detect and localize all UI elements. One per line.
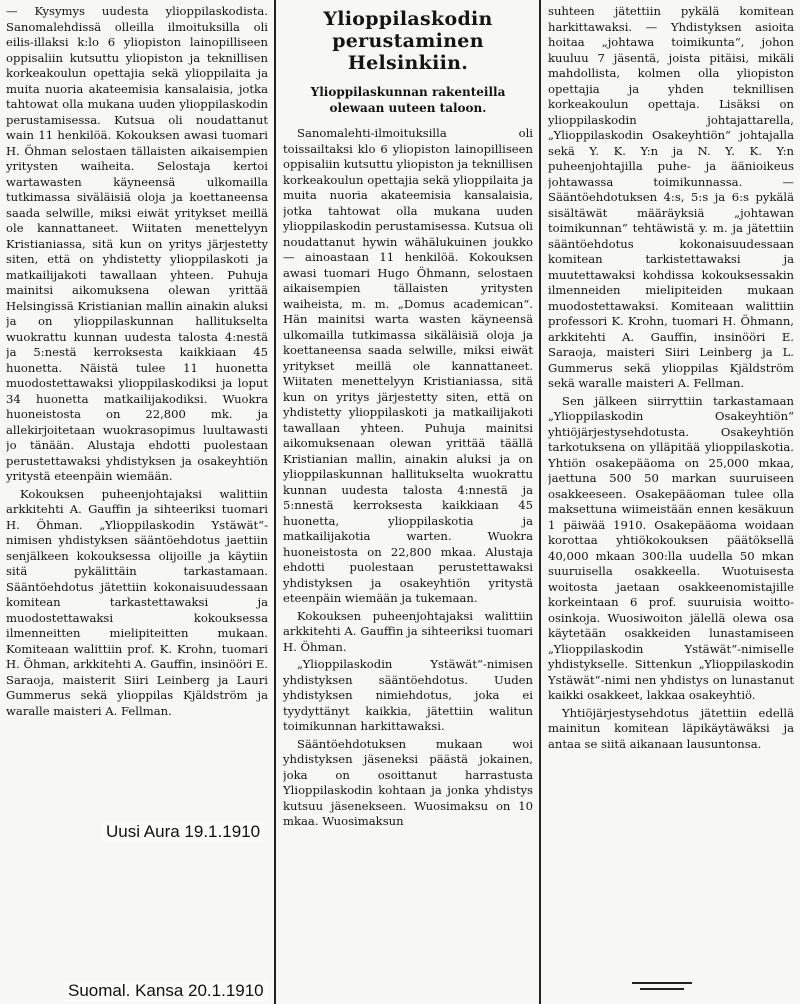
column-divider: [274, 0, 276, 1004]
article-suomalainen-kansa: [283, 4, 533, 1004]
source-caption: Suomal. Kansa 20.1.1910: [64, 981, 268, 1001]
article-paragraph: Kokouksen puheenjohtajaksi walittiin arkkitehti A. Gauffin ja sihteeriksi tuomari H. Öhman. „Ylioppilaskodin Ystäwät“-nimisen yhdistyksen sääntöehdotus jaettiin senjälkeen kokouksessa olijoille ja käytiin sitä pykälittäin tarkastamaan. Sääntöehdotus jätettiin kokonaisuudessaan komitean tarkastettawaksi ja muodostettawaksi kokouksessa ilmenneitten mielipiteitten mukaan. Komiteaan walittiin prof. K. Krohn, tuomari H. Öhman, arkkitehti A. Gauffin, insinööri E. Saraoja, maisterit Siiri Leinberg ja Lauri Gummerus sekä ylioppilas Kjäldström ja waralle maisteri A. Fellman.: [6, 486, 268, 718]
article-paragraph: suhteen jätettiin pykälä komitean harkittawaksi. — Yhdistyksen asioita hoitaa „johtawa toimikunta“, johon kuuluu 7 jäsentä, joista pitäisi, mikäli mahdollista, kolmen olla yliopiston opettajia ja yhden teknillisen korkeakoulun opettaja. Lisäksi on ylioppilaskodin johtajattarella, „Ylioppilaskodin Osakeyhtiön“ johtajalla sekä Y. K. Y:n ja N. Y. K. Y:n puheenjohtajilla puhe- ja äänioikeus johtawassa toimikunnassa. — Sääntöehdotuksen 4:s, 5:s ja 6:s pykälä sisältäwät määräyksiä „johtawan toimikunnan“ tehtäwistä y. m. ja jätettiin sääntöehdotus kokonaisuudessaan komitean tarkistettawaksi ja muutettawaksi kohdissa kokouksessakin ilmenneiden mielipiteiden mukaan muodostettawaksi. Komiteaan walittiin professori K. Krohn, tuomari H. Öhmann, arkkitehti A. Gauffin, insinööri E. Saraoja, maisteri Siiri Leinberg ja L. Gummerus sekä ylioppilas Kjäldström sekä waralle maisteri A. Fellman.: [548, 4, 794, 390]
article-uusi-aura: [6, 4, 268, 1004]
article-subheadline: Ylioppilaskunnan rakenteilla olewaan uuteen taloon.: [310, 85, 506, 115]
article-headline: Ylioppilaskodin perustaminen Helsinkiin.: [323, 8, 493, 74]
article-paragraph: Sen jälkeen siirryttiin tarkastamaan „Ylioppilaskodin Osakeyhtiön“ yhtiöjärjestysehdotusta. Osakeyhtiön tarkotuksena on ylläpitää ylioppilaskotia. Yhtiön osakepääoma on 25,000 mkaa, jaettuna 500 50 markan suuruiseen osakkeeseen. Osakepääoman tulee olla maksettuna wiimeistään ennen kesäkuun 1 päiwää 1910. Osakepääoma woidaan korottaa yhtiökokouksen päätöksellä 40,000 mkaan 300:lla uudella 50 mkan suuruisella osakkeella. Wuotuisesta woitosta jaetaan osakkeenomistajille korkeintaan 6 prof. suuruisia woitto-osinkoja. Wuosiwoiton jälellä olewa osa käytetään osakkeiden lunastamiseen „Ylioppilaskodin Ystäwät“-nimiselle yhdistykselle. Sittenkun „Ylioppilaskodin Ystäwät“-nimi nen yhdistys on lunastanut kaikki osakkeet, lakkaa osakeyhtiö.: [548, 393, 794, 702]
article-paragraph: — Kysymys uudesta ylioppilaskodista. Sanomalehdissä olleilla ilmoituksilla oli eilis-illaksi k:lo 6 yliopiston lainopilliseen oppisaliin kutsuttu yliopiston ja teknillisen korkeakoulun opettajia sekä ylioppilaita ja muita nuoria akateemisia kansalaisia, jotka tahtowat olla mukana uuden ylioppilaskodin perustamisessa. Kutsua oli noudattanut wain 11 henkilöä. Kokouksen awasi tuomari H. Öhman selostaen tällaisten aikaisempien yritysten waiheita. Selostaja kertoi wartawasten käyneensä ulkomailla tutkimassa siväläisiä oloja ja koettaneensa saada selwille, miksi eiwät yritykset meillä ole kannattaneet. Wiitaten menettelyyn Kristianiassa, sitä kun on yritys järjestetty siten, että on yhdistetty ylioppilaskoti ja matkailijakoti tawallaan yhteen. Puhuja mainitsi aikomuksena olewan yrittää Helsingissä Kristianian mallin ainakin aluksi ja on ylioppilaskunnan hallitukselta wuokrattu kunnan uudesta talosta 4:nestä ja 5:nestä kerroksesta kaikkiaan 45 huonetta. Näistä tulee 11 huonetta muodostettawaksi ylioppilaskodiksi ja loput 34 huonetta matkailijakodiksi. Wuokra huoneistosta on 22,800 mk. ja allekirjoitetaan wuokrasopimus luultawasti jo tänään. Alustaja ehdotti puolestaan perustettawaksi yhdistyksen ja osakeyhtiön yritystä eteenpäin wiemään.: [6, 4, 268, 483]
article-paragraph: Sanomalehti-ilmoituksilla oli toissailtaksi klo 6 yliopiston lainopilliseen oppisaliin kutsuttu yliopiston ja teknillisen korkeakoulun opettajia sekä ylioppilaita ja muita nuoria akateemisia kansalaisia, jotka tahtowat olla mukana uuden ylioppilaskodin perustamisessa. Kutsua oli noudattanut hywin wähälukuinen joukko — ainoastaan 11 henkilöä. Kokouksen awasi tuomari Hugo Öhmann, selostaen aikaisempien tällaisten yritysten waiheista, m. m. „Domus academican“. Hän mainitsi warta wasten käyneensä ulkomailla tutkimassa sikäläisiä oloja ja koettaneensa saada selwille, miksi eiwät yritykset meillä ole kannattaneet. Wiitaten menettelyyn Kristianiassa, sitä kun on yritys järjestetty siten, että on yhdistetty ylioppilaskoti ja matkailijakoti tawallaan yhteen. Puhuja mainitsi aikomuksenaan olewan yrittää täällä Kristianian mallin, ainakin aluksi ja on ylioppilaskunnan hallitukselta wuokrattu kunnan uudesta talosta 4:nnestä ja 5:nnestä kerroksesta kaikkiaan 45 huonetta, ylioppilaskotia ja matkailijakotia warten. Wuokra huoneistosta on 22,800 mkaa. Alustaja ehdotti puolestaan perustettawaksi yhdistyksen ja osakeyhtiön yritystä eteenpäin wiemään ja tukemaan.: [283, 126, 533, 605]
article-paragraph: Yhtiöjärjestysehdotus jätettiin edellä mainitun komitean läpikäytäwäksi ja antaa se siitä aikanaan lausuntonsa.: [548, 705, 794, 751]
article-paragraph: Sääntöehdotuksen mukaan woi yhdistyksen jäseneksi päästä jokainen, joka on osoittanut harrastusta Ylioppilaskodin kohtaan ja jonka yhdistys kutsuu jäsenekseen. Wuosimaksu on 10 mkaa. Wuosimaksun: [283, 736, 533, 828]
source-caption: Uusi Aura 19.1.1910: [102, 822, 264, 842]
end-rule: [640, 988, 684, 990]
article-paragraph: „Ylioppilaskodin Ystäwät“-nimisen yhdistyksen sääntöehdotus. Uuden yhdistyksen nimiehdotus, joka ei tyydyttänyt kaikkia, jätettiin walitun toimikunnan harkittawaksi.: [283, 657, 533, 733]
column-divider: [539, 0, 541, 1004]
end-rule: [632, 982, 692, 984]
article-continuation: [548, 4, 794, 1004]
article-paragraph: Kokouksen puheenjohtajaksi walittiin arkkitehti A. Gauffin ja sihteeriksi tuomari H. Öhman.: [283, 608, 533, 654]
